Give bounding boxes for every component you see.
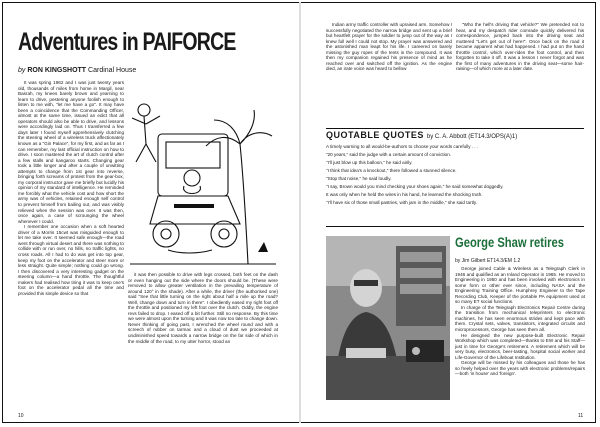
paragraph: George will be missed by his colleagues and those he has so freely helped over the years with electronic problems/repairs—both 'in house' and 'foreign'. bbox=[455, 360, 585, 377]
paragraph: In charge of the Telegraph Electronics Repair Centre during the transition from mechanical teleprinters to electronic machines, he has seen enormous strides and kept pace with them. Crystal sets, valves, transistors, integrated circuits and microprocessors, George has seen them all. bbox=[455, 304, 585, 333]
quotable-title: QUOTABLE QUOTES bbox=[326, 130, 424, 140]
author-dept: Cardinal House bbox=[88, 67, 137, 74]
paragraph: it was then possible to drive with legs crossed, both feet on the dash or even hanging out the side where the doors should be. (These were removed to allow greater ventilation in the prevailing temperature of around 120° in the shade). After a while, the driver (the authorised one) said "See that little turning on the right about half a mile up the road? Well, change down and turn in there". I obediently eased my right foot off the throttle and positioned my left foot over the clutch. Oddly, the engine revs failed to drop. I eased off a bit further. Still no response. By this time we were almost upon the turning and it was now too late to change down. Never thinking of going past, I wrenched the wheel round and with a screech of rubber on tarmac and a cloud of dust we proceeded at undiminished speed towards a narrow bridge on the far side of which in the middle of the road, to my utter horror, stood an bbox=[128, 272, 278, 344]
quote-line: A timely warning to all would-be-authors to choose your words carefully . . . bbox=[326, 144, 479, 149]
quote-line: "I think that idea's a knockout," there followed a stunned silence. bbox=[326, 168, 457, 173]
page-gutter bbox=[299, 2, 301, 423]
quotable-quotes-heading bbox=[326, 130, 517, 140]
page-number-right: 11 bbox=[578, 413, 584, 419]
paragraph: George joined Cable & Wireless as a Telegraph Clerk in 1946 and qualified as an Inland Operator in 1965. He moved to Engineering in 1950 and has been involved with electronics in some form or other ever since, including NASA and the Engineering Training Office. Humphrey Engineer to the Tape Recording Club, Keeper of the portable PA equipment used at so many ET social functions. bbox=[455, 266, 585, 305]
article-byline bbox=[18, 67, 136, 74]
paragraph: "Who the hell's driving that vehicle?" We pretended not to hear, and my despatch rider comrade quickly delivered his correspondence, jumped back into the driving seat and muttered "Let's get out of here!". Once back on the road it became apparent what had happened. I had put on the hand throttle control, which over-rides the foot control, and then forgotten to take it off. It was a lesson I never forgot and was the first of many adventures in the driving seat—some hair-raising—of which more at a later date. bbox=[456, 22, 584, 72]
right-column-1 bbox=[326, 22, 452, 128]
quote-line: "Stop that noise," he said loudly. bbox=[326, 176, 392, 181]
george-shaw-byline: by Jim Gilbert ET14.3/EM 1.2 bbox=[455, 258, 521, 264]
quote-line: "I say, Brown would you mind checking your shoes again," he said somewhat doggedly. bbox=[326, 184, 504, 189]
quote-line: "I'll just blow up this balloon," he said airily. bbox=[326, 160, 413, 165]
quote-line: It was only when he held the wires in his hand, he learned the shocking truth. bbox=[326, 192, 483, 197]
quote-line: "20 years," said the judge with a certain amount of conviction. bbox=[326, 152, 452, 157]
left-column-2 bbox=[128, 272, 278, 405]
paragraph: It was spring 1962 and I was just twenty years old, thousands of miles from home in Margil, near Basrah, my knees barely brown and yearning to learn to drive, pestering anyone foolish enough to listen to me with, "let me have a go". It may have been a coincidence that the Commanding Officer, almost at the same time, issued an edict that all operators should also be able to drive, and lessons were accordingly laid on. Thus I transferred a few days later I found myself apprehensively clutching the steering wheel of a wireless truck affectionately known as a "Gin Palace", for my first, and as far as I can remember, my last official instruction on how to drive. I soon mastered the art of clutch control after a few stalls and kangaroo starts. Changing gear took a little longer and after a couple of unwitting attempts to change from 1st gear into reverse, bringing forth screams of protest from the gear-box, my corporal instructor gave me briefly but lucidly his opinion of my standard of intelligence. He reminded me forcibly what the vehicle cost and how short the army was of vehicles, retained enough self control to prevent himself from bailing out, and was visibly relieved when the session was over. It was then, once again, a case of scrounging the wheel whenever I could. bbox=[18, 80, 124, 224]
george-shaw-text bbox=[455, 266, 585, 406]
paragraph: He designed the new purpose-built Electronic Repair Workshop which was completed—thanks to EW and his Staff—just in time for George's retirement. A retirement which will be very busy, electronics, beer-tasting, hospital social worker and Life-Governor of the Lifeboat Institution. bbox=[455, 332, 585, 360]
author-name: RON KINGSHOTT bbox=[27, 67, 87, 74]
section-rule bbox=[326, 128, 584, 129]
george-shaw-photo bbox=[326, 236, 450, 400]
right-column-2 bbox=[456, 22, 584, 128]
byline-by: by bbox=[18, 67, 26, 74]
photo-image bbox=[326, 236, 450, 400]
left-column-1 bbox=[18, 80, 124, 405]
quotable-byline: by C. A. Abbott (ET14.3/OPS(A)1) bbox=[426, 134, 518, 140]
paragraph: Indian army traffic controller with upraised arm. Somehow I successfully negotiated the narrow bridge and sent up a brief but heartfelt prayer for the soldier to jump out of the way as I knew full well I could not stop. My prayer was answered and the astonished man leapt for his life. I careered on barely missing the guy ropes of the tents in the compound. It was then my companion regained his presence of mind as he reached over and switched off the ignition. As the engine died, an irate voice was heard to bellow bbox=[326, 22, 452, 72]
cartoon-illustration bbox=[128, 74, 278, 272]
page-number-left: 10 bbox=[18, 413, 24, 419]
article-title: Adventures in PAIFORCE bbox=[18, 28, 236, 56]
section-rule bbox=[326, 226, 584, 227]
paragraph: I remember one occasion when a soft hearted driver of a Morris 15cwt was misguided enough to let me take over. It seemed safe enough—the road went through virtual desert and there was nothing to collide with or run over, no hills, no traffic lights, no cross roads. All I had to do was get into top gear, keep my foot on the accelerator and steer more or less straight. Quite simple; nothing could go wrong. I then discovered a very interesting gadget on the steering column—a hand throttle. The thoughtful makers had realised how tiring it was to keep one's foot on the accelerator pedal all the time and provided this simple device so that bbox=[18, 224, 124, 296]
george-shaw-title: George Shaw retires bbox=[455, 234, 564, 250]
quote-line: "I'll have six of those small pastries, with jam in the middle," she said tartly. bbox=[326, 200, 478, 205]
